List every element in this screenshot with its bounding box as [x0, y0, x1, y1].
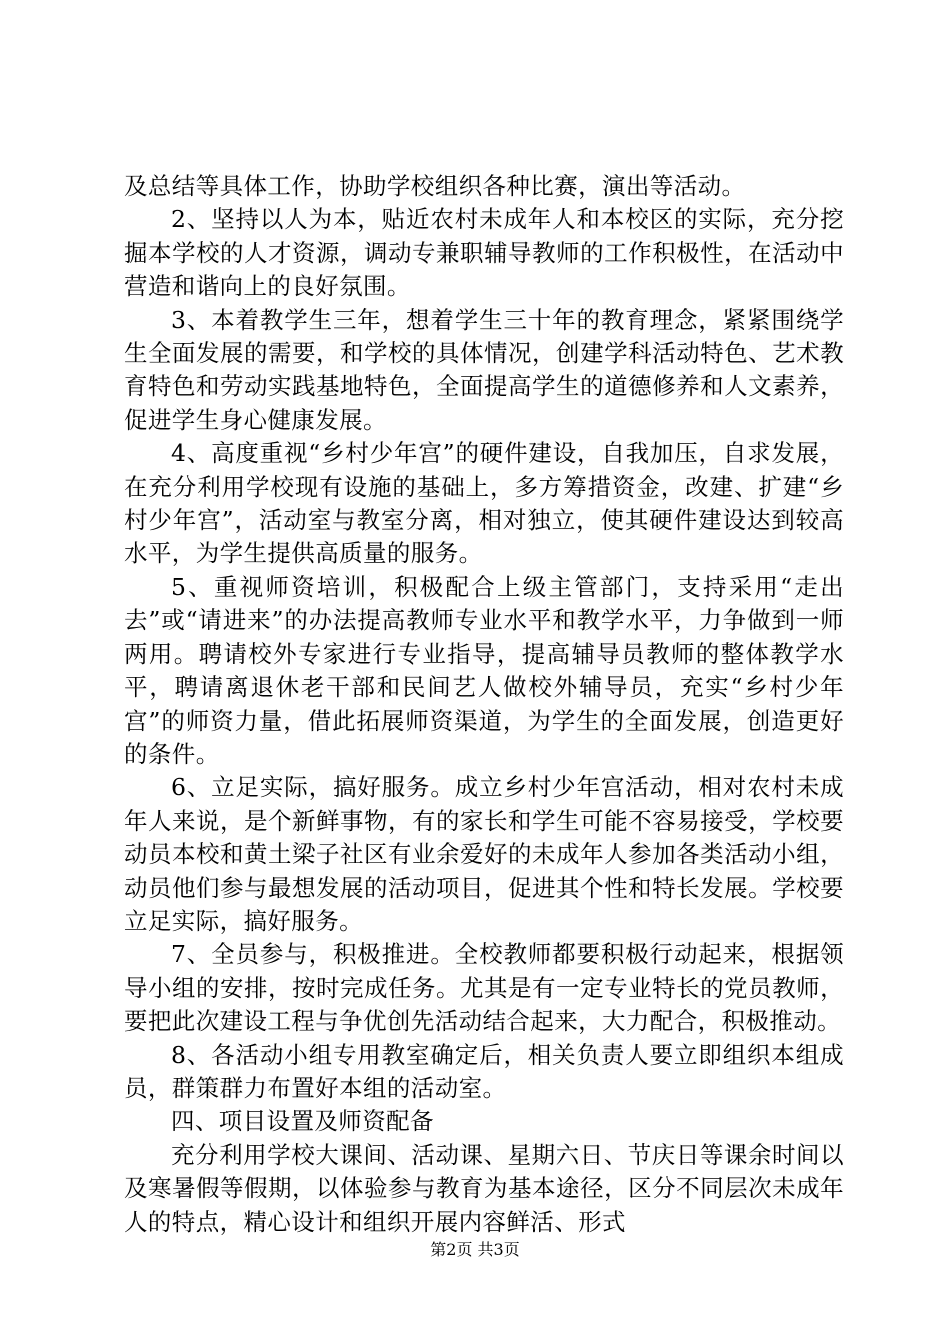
paragraph-section-intro: 充分利用学校大课间、活动课、星期六日、节庆日等课余时间以及寒暑假等假期，以体验参与教育为基本途径，区分不同层次未成年人的特点，精心设计和组织开展内容鲜活、形式 [124, 1140, 844, 1236]
paragraph-item-7: 7、全员参与，积极推进。全校教师都要积极行动起来，根据领导小组的安排，按时完成任务。尤其是有一定专业特长的党员教师，要把此次建设工程与争优创先活动结合起来，大力配合，积极推动。 [124, 940, 844, 1036]
page-footer: 第2页 共3页 [430, 1240, 520, 1259]
section-heading: 四、项目设置及师资配备 [171, 1107, 434, 1136]
paragraph-item-2: 2、坚持以人为本，贴近农村未成年人和本校区的实际，充分挖掘本学校的人才资源，调动专兼职辅导教师的工作积极性，在活动中营造和谐向上的良好氛围。 [124, 205, 844, 301]
paragraph-item-8: 8、各活动小组专用教室确定后，相关负责人要立即组织本组成员，群策群力布置好本组的活动室。 [124, 1040, 844, 1102]
paragraph-item-6: 6、立足实际，搞好服务。成立乡村少年宫活动，相对农村未成年人来说，是个新鲜事物，有的家长和学生可能不容易接受，学校要动员本校和黄土梁子社区有业余爱好的未成年人参加各类活动小组，动员他们参与最想发展的活动项目，促进其个性和特长发展。学校要立足实际，搞好服务。 [124, 773, 844, 935]
document-body [124, 170, 844, 1239]
paragraph-continuation: 及总结等具体工作，协助学校组织各种比赛，演出等活动。 [124, 172, 746, 200]
paragraph-item-3: 3、本着教学生三年，想着学生三十年的教育理念，紧紧围绕学生全面发展的需要，和学校的具体情况，创建学科活动特色、艺术教育特色和劳动实践基地特色，全面提高学生的道德修养和人文素养，促进学生身心健康发展。 [124, 305, 844, 434]
paragraph-item-4: 4、高度重视“乡村少年宫”的硬件建设，自我加压，自求发展，在充分利用学校现有设施的基础上，多方筹措资金，改建、扩建“乡村少年宫”，活动室与教室分离，相对独立，使其硬件建设达到较高水平，为学生提供高质量的服务。 [124, 439, 844, 568]
paragraph-item-5: 5、重视师资培训，积极配合上级主管部门，支持采用“走出去”或“请进来”的办法提高教师专业水平和教学水平，力争做到一师两用。聘请校外专家进行专业指导，提高辅导员教师的整体教学水平，聘请离退休老干部和民间艺人做校外辅导员，充实“乡村少年宫”的师资力量，借此拓展师资渠道，为学生的全面发展，创造更好的条件。 [124, 572, 844, 768]
